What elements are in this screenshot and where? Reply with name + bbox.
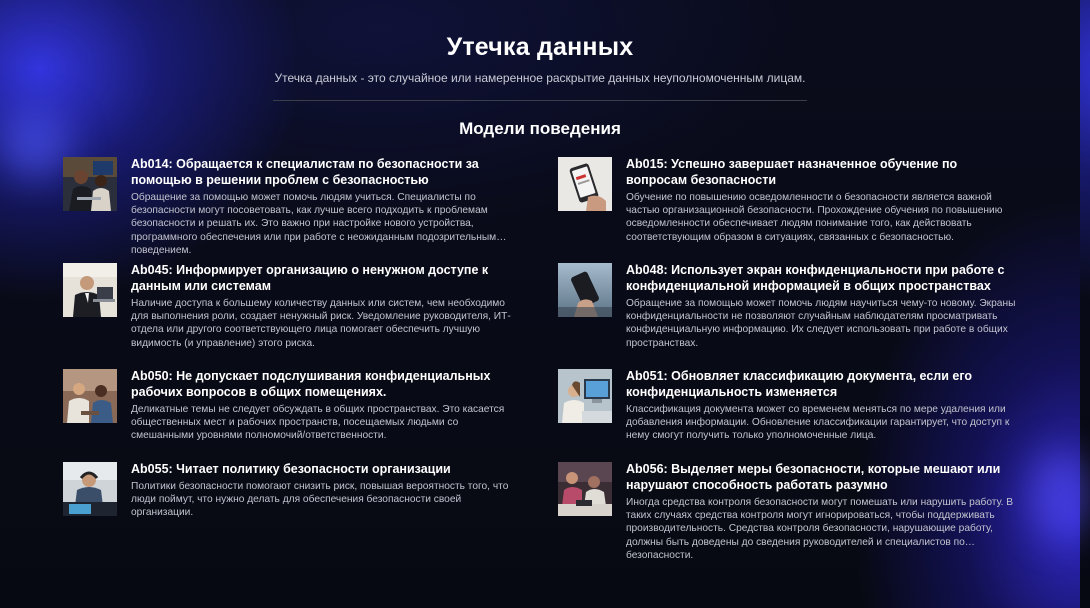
behavior-title: Ab051: Обновляет классификацию документа, если его конфиденциальность изменяется <box>626 369 973 399</box>
behavior-title: Ab015: Успешно завершает назначенное обучение по вопросам безопасности <box>626 157 958 187</box>
behavior-title: Ab048: Использует экран конфиденциальности при работе с конфиденциальной информацией в общих пространствах <box>626 263 1005 293</box>
behavior-card-ab050 <box>63 368 523 443</box>
behavior-title: Ab014: Обращается к специалистам по безопасности за помощью в решении проблем с безопасностью <box>131 157 479 187</box>
phone-training-photo <box>558 157 612 211</box>
behavior-description: Классификация документа может со временем меняться по мере удаления или добавления информации. Обновление классификации гарантирует, что доступ к нему смогут получить только уполномоченные лица. <box>626 404 1010 442</box>
page-header <box>0 30 1080 86</box>
coworkers-talking-photo <box>63 369 117 423</box>
behavior-card-ab048 <box>558 262 1018 350</box>
people-collaborating-photo <box>63 157 117 211</box>
behavior-card-ab045 <box>63 262 523 350</box>
behavior-description: Обращение за помощью может помочь людям учиться. Специалисты по безопасности могут посоветовать, как лучше всего подходить к проблемам безопасности и решать их. Это важно при настройке нового устройства, программного обеспечения или при работе с неожиданным подозрительным поведением. <box>131 192 497 256</box>
people-at-desk-photo <box>558 462 612 516</box>
behavior-card-ab015 <box>558 156 1018 244</box>
behavior-title: Ab050: Не допускает подслушивания конфиденциальных рабочих вопросов в общих помещениях. <box>131 369 491 399</box>
privacy-screen-phone-photo <box>558 263 612 317</box>
page-title: Утечка данных <box>446 33 634 61</box>
man-with-headphones-photo <box>63 462 117 516</box>
background-glow-right <box>1030 450 1090 540</box>
behavior-card-ab014 <box>63 156 523 256</box>
behavior-description: Обучение по повышению осведомленности о безопасности является важной частью организационной безопасности. Прохождение обучения по повышению осведомленности обеспечивает людям понимание того, как действовать соответствующим образом в ситуациях, связанных с безопасностью. <box>626 192 1003 243</box>
behavior-description: Деликатные темы не следует обсуждать в общих пространствах. Это касается общественных мест и рабочих пространств, посещаемых людьми со смешанными уровнями полномочий/ответственности. <box>131 404 505 442</box>
behavior-card-ab055 <box>63 461 523 520</box>
behavior-description: Иногда средства контроля безопасности могут помешать или нарушить работу. В таких случаях средства контроля могут игнорироваться, чтобы поддерживать производительность. Средства контроля безопасности, нарушающие работу, должны быть доведены до сведения руководителей и специалистов по безопасности. <box>626 497 1014 561</box>
header-divider <box>273 100 807 101</box>
behavior-description: Политики безопасности помогают снизить риск, повышая вероятность того, что люди поймут, что нужно делать для обеспечения безопасности своей организации. <box>131 481 509 519</box>
page-subtitle: Утечка данных - это случайное или намеренное раскрытие данных неуполномоченным лицам. <box>274 71 806 85</box>
behavior-title: Ab045: Информирует организацию о ненужном доступе к данным или системам <box>131 263 489 293</box>
woman-at-monitor-photo <box>558 369 612 423</box>
behavior-title: Ab055: Читает политику безопасности организации <box>131 462 451 476</box>
behavior-card-ab056 <box>558 461 1018 561</box>
behavior-title: Ab056: Выделяет меры безопасности, которые мешают или нарушают способность работать разумно <box>626 462 1001 492</box>
behavior-card-ab051 <box>558 368 1018 443</box>
behavior-description: Наличие доступа к большему количеству данных или систем, чем необходимо для выполнения роли, создает ненужный риск. Уведомление руководителя, ИТ-отдела или другого соответствующего лица помогает обеспечить лучшую видимость (и управление) этого риска. <box>131 298 511 349</box>
man-at-laptop-photo <box>63 263 117 317</box>
section-title: Модели поведения <box>459 119 621 138</box>
behavior-description: Обращение за помощью может помочь людям научиться чему-то новому. Экраны конфиденциальности не позволяют случайным наблюдателям просматривать конфиденциальную информацию. Их следует использовать при работе в общих пространствах. <box>626 298 1016 349</box>
